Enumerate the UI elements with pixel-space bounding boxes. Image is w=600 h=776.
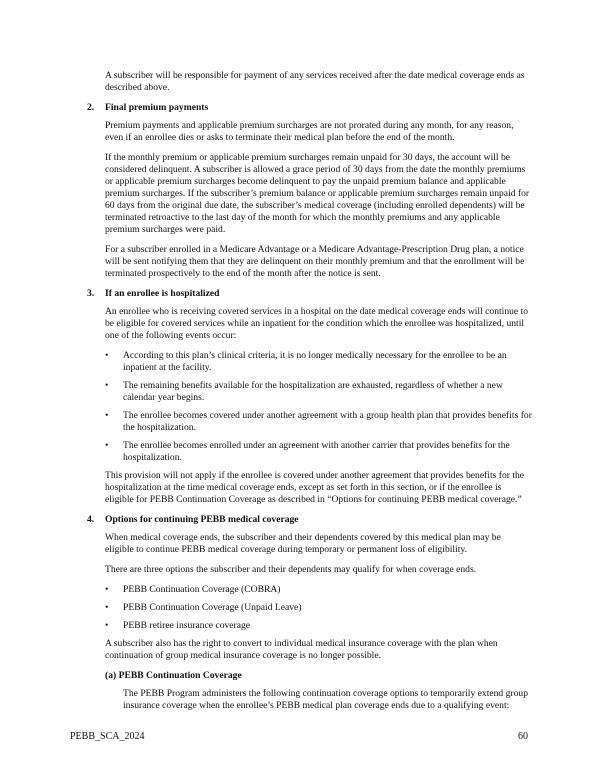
bullet-icon: • [105,602,109,613]
footer-doc-id: PEBB_SCA_2024 [70,731,145,742]
list-item [105,380,532,404]
section-title: Options for continuing PEBB medical coverage [105,514,299,525]
list-item-text: According to this plan’s clinical criteria, it is no longer medically necessary for the enrollee to be an inpatient at the facility. [123,350,507,373]
bullet-list [105,350,532,464]
paragraph: There are three options the subscriber and their dependents may qualify for when coverage ends. [105,564,477,575]
list-item [105,350,532,374]
section-title: If an enrollee is hospitalized [105,288,220,299]
page-number: 60 [518,731,528,742]
list-item-text: PEBB Continuation Coverage (COBRA) [123,584,281,595]
list-item-text: PEBB Continuation Coverage (Unpaid Leave) [123,602,302,613]
section-final-premium-payments [87,102,532,280]
section-number: 2. [87,102,95,113]
paragraph: The PEBB Program administers the following continuation coverage options to temporarily extend group insurance coverage when the enrollee’s PEBB medical plan coverage ends due to a qualifying event: [123,688,528,711]
section-number: 3. [87,288,95,299]
section-number: 4. [87,514,95,525]
list-item [105,410,532,434]
list-item [105,440,532,464]
paragraph: When medical coverage ends, the subscriber and their dependents covered by this medical plan may be eligible to continue PEBB medical coverage during temporary or permanent loss of eligibility. [105,532,501,555]
bullet-icon: • [105,350,109,361]
paragraph: If the monthly premium or applicable premium surcharges remain unpaid for 30 days, the account will be considered delinquent. A subscriber is allowed a grace period of 30 days from the date the monthly premiums or applicable premium surcharges become delinquent to pay the unpaid premium balance and applicable premium surcharges. If the subscriber’s premium balance or applicable premium surcharges remain unpaid for 60 days from the original due date, the subscriber’s medical coverage (including enrolled dependents) will be terminated retroactive to the last day of the month for which the monthly premiums and any applicable premium surcharges were paid. [105,152,530,235]
subsection-title: (a) PEBB Continuation Coverage [105,670,242,681]
section-continuing-coverage [87,514,532,712]
list-item [105,602,532,614]
bullet-icon: • [105,440,109,451]
bullet-icon: • [105,410,109,421]
list-item [105,584,532,596]
bullet-icon: • [105,584,109,595]
paragraph: For a subscriber enrolled in a Medicare Advantage or a Medicare Advantage-Prescription Drug plan, a notice will be sent notifying them that they are delinquent on their monthly premium and that the enrollment will be terminated prospectively to the end of the month after the notice is sent. [105,244,525,279]
paragraph: An enrollee who is receiving covered services in a hospital on the date medical coverage ends will continue to be eligible for covered services while an inpatient for the condition which the enrollee was hospitalized, until one of the following events occur: [105,306,529,341]
list-item-text: The remaining benefits available for the hospitalization are exhausted, regardless of whether a new calendar year begins. [123,380,503,403]
bullet-icon: • [105,380,109,391]
paragraph: A subscriber also has the right to convert to individual medical insurance coverage with the plan when continuation of group medical insurance coverage is no longer possible. [105,638,498,661]
list-item-text: PEBB retiree insurance coverage [123,620,251,631]
paragraph: This provision will not apply if the enrollee is covered under another agreement that provides benefits for the hospitalization at the time medical coverage ends, except as set forth in this section, or if the enrollee is eligible for PEBB Continuation Coverage as described in “Options for continuing PEBB medical coverage.” [105,470,525,505]
bullet-list [105,584,532,632]
list-item-text: The enrollee becomes covered under another agreement with a group health plan that provides benefits for the hospitalization. [123,410,532,433]
section-heading [87,514,532,526]
list-item-text: The enrollee becomes enrolled under an agreement with another carrier that provides benefits for the hospitalization. [123,440,510,463]
list-item [105,620,532,632]
paragraph: Premium payments and applicable premium surcharges are not prorated during any month, for any reason, even if an enrollee dies or asks to terminate their medical plan before the end of the month. [105,120,514,143]
document-body [87,70,532,720]
section-heading [87,288,532,300]
subsection-continuation-coverage [105,670,532,712]
bullet-icon: • [105,620,109,631]
section-heading [87,102,532,114]
section-if-hospitalized [87,288,532,506]
section-title: Final premium payments [105,102,209,113]
intro-paragraph: A subscriber will be responsible for payment of any services received after the date medical coverage ends as described above. [105,70,525,93]
